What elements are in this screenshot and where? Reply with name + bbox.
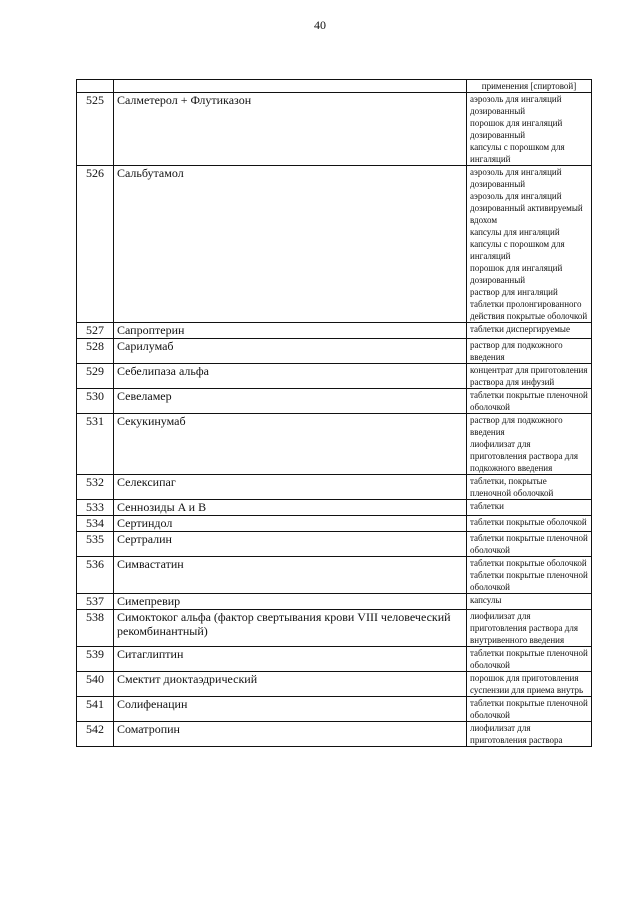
dosage-form-line: капсулы с порошком для ингаляций [470, 239, 565, 261]
dosage-form [467, 647, 592, 672]
page-number: 40 [314, 18, 326, 32]
dosage-form [467, 722, 592, 747]
table-row [77, 323, 592, 339]
drug-name: Смектит диоктаэдрический [114, 672, 467, 697]
table-row [77, 722, 592, 747]
dosage-form-line: порошок для ингаляций дозированный [470, 118, 563, 140]
table-row [77, 532, 592, 557]
table-row [77, 389, 592, 414]
row-number: 532 [77, 475, 114, 500]
drug-name: Симепревир [114, 594, 467, 610]
dosage-form-line: аэрозоль для ингаляций дозированный активируемый вдохом [470, 191, 583, 225]
row-number: 537 [77, 594, 114, 610]
drug-name: Сеннозиды A и B [114, 500, 467, 516]
dosage-form [467, 532, 592, 557]
drug-name: Симвастатин [114, 557, 467, 594]
dosage-form [467, 389, 592, 414]
drug-table [76, 79, 592, 747]
row-number: 531 [77, 414, 114, 475]
dosage-form-line: таблетки покрытые оболочкой [470, 517, 587, 527]
dosage-form-line: лиофилизат для приготовления раствора для внутривенного введения [470, 611, 578, 645]
dosage-form-line: капсулы с порошком для ингаляций [470, 142, 565, 164]
dosage-form [467, 323, 592, 339]
drug-name: Селексипаг [114, 475, 467, 500]
dosage-form [467, 475, 592, 500]
continuation-row [77, 80, 592, 93]
dosage-form-line: таблетки пролонгированного действия покрытые оболочкой [470, 299, 588, 321]
dosage-form [467, 594, 592, 610]
dosage-form [467, 672, 592, 697]
drug-name [114, 80, 467, 93]
dosage-form-line: лиофилизат для приготовления раствора [470, 723, 563, 745]
drug-name: Салметерол + Флутиказон [114, 93, 467, 166]
table-row [77, 610, 592, 647]
drug-table-body [77, 80, 592, 747]
row-number: 529 [77, 364, 114, 389]
dosage-form-line: порошок для ингаляций дозированный [470, 263, 563, 285]
table-row [77, 364, 592, 389]
table-row [77, 414, 592, 475]
dosage-form-line: применения [спиртовой] [481, 81, 577, 91]
dosage-form-line: капсулы [470, 595, 502, 605]
row-number: 538 [77, 610, 114, 647]
dosage-form-line: таблетки покрытые пленочной оболочкой [470, 570, 588, 592]
dosage-form [467, 697, 592, 722]
row-number: 542 [77, 722, 114, 747]
dosage-form-line: таблетки, покрытые пленочной оболочкой [470, 476, 554, 498]
dosage-form [467, 364, 592, 389]
dosage-form-line: таблетки [470, 501, 505, 511]
row-number: 526 [77, 166, 114, 323]
dosage-form [467, 80, 592, 93]
table-row [77, 672, 592, 697]
dosage-form-line: раствор для подкожного введения [470, 340, 563, 362]
drug-name: Сапроптерин [114, 323, 467, 339]
drug-name: Симоктоког альфа (фактор свертывания крови VIII человеческий рекомбинантный) [114, 610, 467, 647]
row-number: 525 [77, 93, 114, 166]
dosage-form [467, 610, 592, 647]
drug-name: Ситаглиптин [114, 647, 467, 672]
table-row [77, 594, 592, 610]
dosage-form-line: таблетки покрытые пленочной оболочкой [470, 390, 588, 412]
dosage-form [467, 93, 592, 166]
row-number: 533 [77, 500, 114, 516]
table-row [77, 500, 592, 516]
drug-name: Сертиндол [114, 516, 467, 532]
row-number: 535 [77, 532, 114, 557]
dosage-form-line: таблетки покрытые пленочной оболочкой [470, 533, 588, 555]
dosage-form-line: лиофилизат для приготовления раствора для подкожного введения [470, 439, 578, 473]
table-row [77, 516, 592, 532]
row-number: 528 [77, 339, 114, 364]
row-number: 540 [77, 672, 114, 697]
dosage-form-line: аэрозоль для ингаляций дозированный [470, 94, 562, 116]
dosage-form [467, 414, 592, 475]
dosage-form-line: капсулы для ингаляций [470, 227, 560, 237]
table-row [77, 93, 592, 166]
drug-name: Сальбутамол [114, 166, 467, 323]
table-row [77, 647, 592, 672]
drug-name: Севеламер [114, 389, 467, 414]
dosage-form [467, 339, 592, 364]
dosage-form [467, 166, 592, 323]
row-number: 534 [77, 516, 114, 532]
dosage-form-line: концентрат для приготовления раствора для инфузий [470, 365, 588, 387]
table-row [77, 339, 592, 364]
table-row [77, 557, 592, 594]
table-row [77, 697, 592, 722]
dosage-form-line: таблетки диспергируемые [470, 324, 570, 334]
dosage-form [467, 557, 592, 594]
dosage-form-line: раствор для подкожного введения [470, 415, 563, 437]
dosage-form-line: таблетки покрытые оболочкой [470, 558, 587, 568]
dosage-form-line: таблетки покрытые пленочной оболочкой [470, 648, 588, 670]
dosage-form-line: порошок для приготовления суспензии для приема внутрь [470, 673, 584, 695]
dosage-form-line: раствор для ингаляций [470, 287, 558, 297]
table-row [77, 475, 592, 500]
row-number: 541 [77, 697, 114, 722]
dosage-form-line: таблетки покрытые пленочной оболочкой [470, 698, 588, 720]
drug-name: Секукинумаб [114, 414, 467, 475]
drug-name: Себелипаза альфа [114, 364, 467, 389]
table-row [77, 166, 592, 323]
drug-name: Сарилумаб [114, 339, 467, 364]
drug-name: Сертралин [114, 532, 467, 557]
drug-name: Солифенацин [114, 697, 467, 722]
dosage-form [467, 500, 592, 516]
dosage-form [467, 516, 592, 532]
drug-name: Соматропин [114, 722, 467, 747]
row-number: 530 [77, 389, 114, 414]
row-number: 536 [77, 557, 114, 594]
row-number: 527 [77, 323, 114, 339]
row-number: 539 [77, 647, 114, 672]
dosage-form-line: аэрозоль для ингаляций дозированный [470, 167, 562, 189]
row-number [77, 80, 114, 93]
